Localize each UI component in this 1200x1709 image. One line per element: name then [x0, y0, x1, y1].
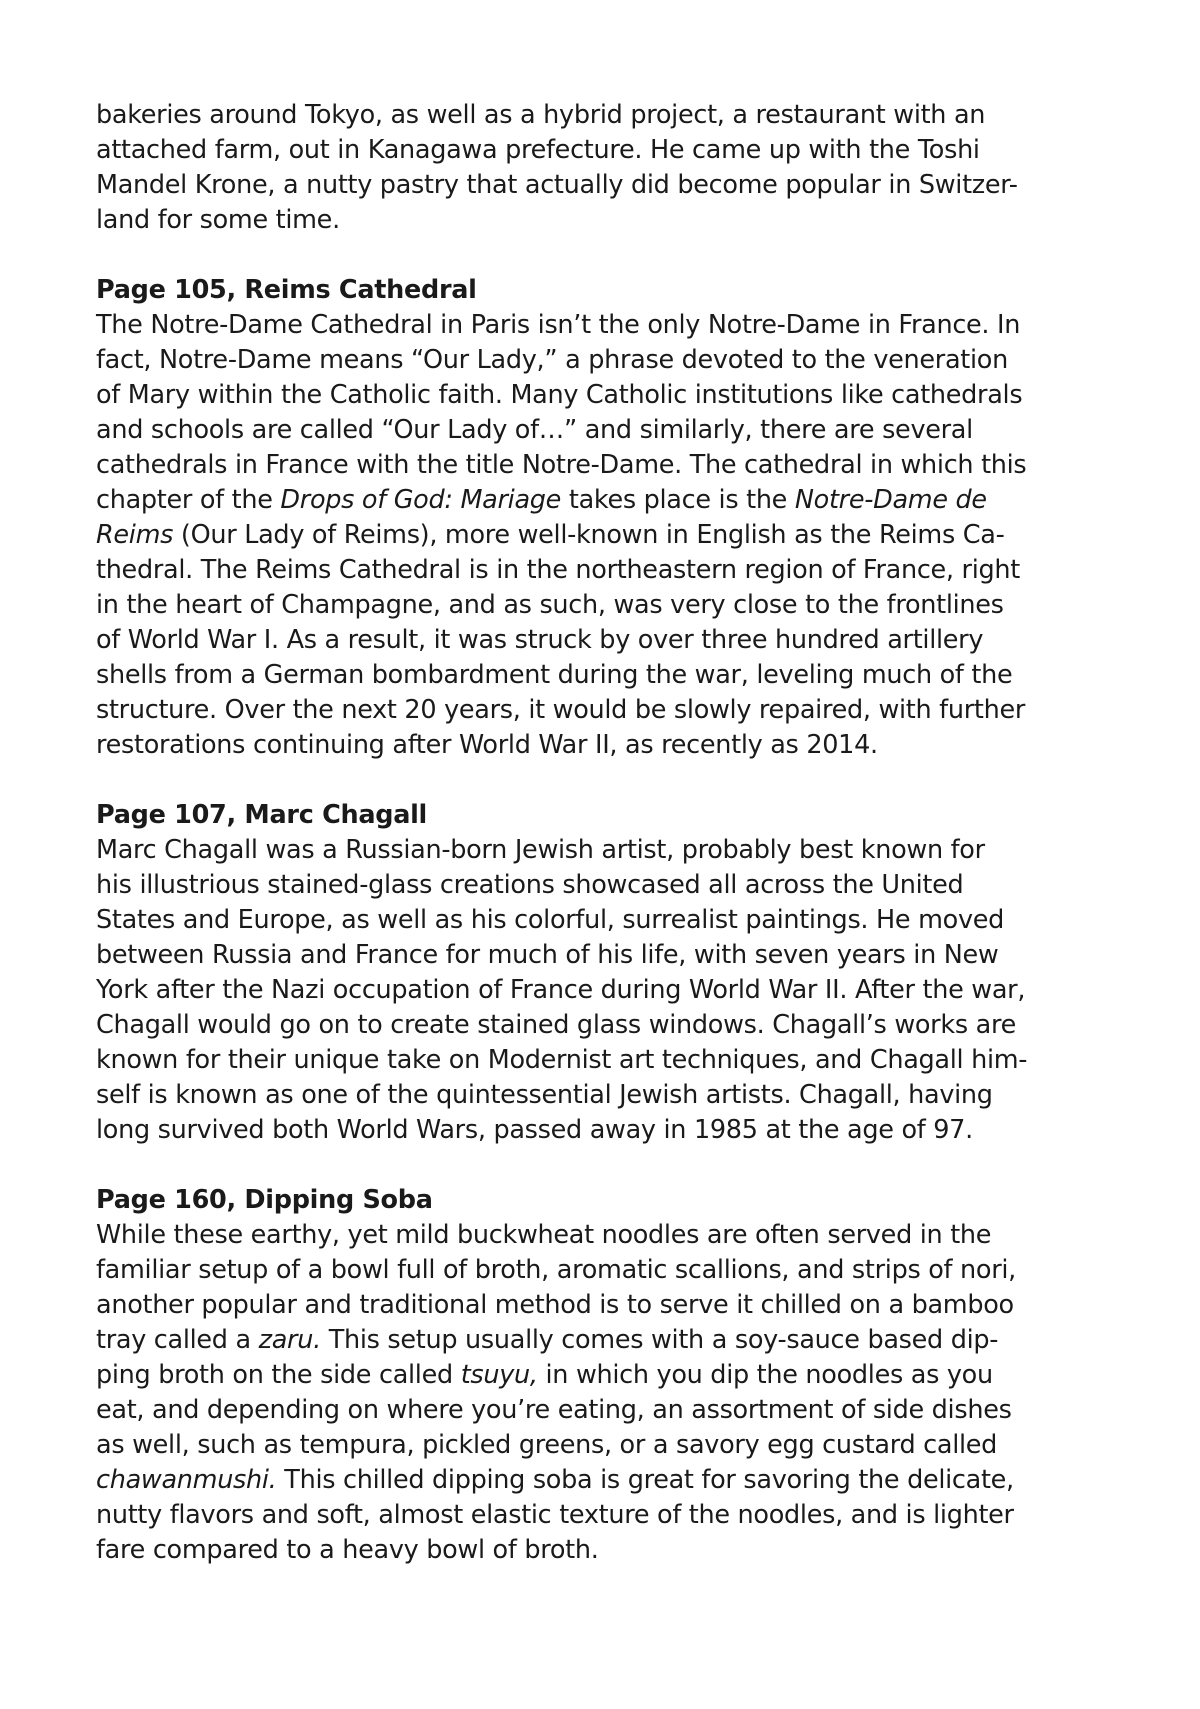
text-line: nutty flavors and soft, almost elastic texture of the noodles, and is lighter [96, 1500, 1014, 1530]
text-line: Chagall would go on to create stained glass windows. Chagall’s works are [96, 1010, 1016, 1040]
text-line: The Notre-Dame Cathedral in Paris isn’t the only Notre-Dame in France. In [96, 310, 1021, 340]
italic-term: chawanmushi. [96, 1465, 277, 1495]
text-line: between Russia and France for much of his life, with seven years in New [96, 940, 999, 970]
text-line: bakeries around Tokyo, as well as a hybrid project, a restaurant with an [96, 100, 986, 130]
text-line: another popular and traditional method is to serve it chilled on a bamboo [96, 1290, 1014, 1320]
text-line: cathedrals in France with the title Notre-Dame. The cathedral in which this [96, 450, 1027, 480]
text-line: ping broth on the side called tsuyu, in which you dip the noodles as you [96, 1360, 993, 1390]
text-line: and schools are called “Our Lady of…” and similarly, there are several [96, 415, 973, 445]
text-line: fact, Notre-Dame means “Our Lady,” a phrase devoted to the veneration [96, 345, 1008, 375]
text-line: restorations continuing after World War II, as recently as 2014. [96, 730, 878, 760]
text-line: his illustrious stained-glass creations showcased all across the United [96, 870, 964, 900]
italic-title: Drops of God: Mariage [280, 485, 562, 515]
text-line: shells from a German bombardment during the war, leveling much of the [96, 660, 1013, 690]
paragraph-gap [96, 763, 1106, 798]
text-line: Reims (Our Lady of Reims), more well-known in English as the Reims Ca- [96, 520, 1005, 550]
text-line: chawanmushi. This chilled dipping soba is great for savoring the delicate, [96, 1465, 1014, 1495]
italic-term: zaru. [258, 1325, 321, 1355]
text-line: of World War I. As a result, it was struck by over three hundred artillery [96, 625, 984, 655]
text-line: While these earthy, yet mild buckwheat noodles are often served in the [96, 1220, 992, 1250]
text-line: tray called a zaru. This setup usually comes with a soy-sauce based dip- [96, 1325, 999, 1355]
text-line: eat, and depending on where you’re eating, an assortment of side dishes [96, 1395, 1012, 1425]
text-line: Marc Chagall was a Russian-born Jewish artist, probably best known for [96, 835, 985, 865]
paragraph-gap [96, 1148, 1106, 1183]
paragraph-gap [96, 238, 1106, 273]
section-heading: Page 160, Dipping Soba [96, 1185, 433, 1215]
text-line: familiar setup of a bowl full of broth, aromatic scallions, and strips of nori, [96, 1255, 1016, 1285]
text-line: self is known as one of the quintessential Jewish artists. Chagall, having [96, 1080, 993, 1110]
text-line: attached farm, out in Kanagawa prefecture. He came up with the Toshi [96, 135, 980, 165]
text-line: York after the Nazi occupation of France during World War II. After the war, [96, 975, 1026, 1005]
text-line: as well, such as tempura, pickled greens, or a savory egg custard called [96, 1430, 998, 1460]
section-marc-chagall [96, 798, 1106, 1148]
text-line: thedral. The Reims Cathedral is in the northeastern region of France, right [96, 555, 1020, 585]
text-line: structure. Over the next 20 years, it would be slowly repaired, with further [96, 695, 1026, 725]
italic-title: Reims [96, 520, 174, 550]
section-heading: Page 105, Reims Cathedral [96, 275, 477, 305]
section-heading: Page 107, Marc Chagall [96, 800, 428, 830]
text-line: known for their unique take on Modernist art techniques, and Chagall him- [96, 1045, 1028, 1075]
text-line: chapter of the Drops of God: Mariage takes place is the Notre-Dame de [96, 485, 987, 515]
section-reims-cathedral [96, 273, 1106, 763]
text-line: in the heart of Champagne, and as such, was very close to the frontlines [96, 590, 1004, 620]
section-dipping-soba [96, 1183, 1106, 1568]
text-line: States and Europe, as well as his colorful, surrealist paintings. He moved [96, 905, 1005, 935]
text-line: land for some time. [96, 205, 340, 235]
italic-term: tsuyu, [460, 1360, 538, 1390]
text-line: of Mary within the Catholic faith. Many Catholic institutions like cathedrals [96, 380, 1023, 410]
text-line: fare compared to a heavy bowl of broth. [96, 1535, 599, 1565]
document-page [96, 98, 1106, 1568]
italic-title: Notre-Dame de [794, 485, 987, 515]
text-line: Mandel Krone, a nutty pastry that actually did become popular in Switzer- [96, 170, 1018, 200]
intro-paragraph [96, 98, 1106, 238]
text-line: long survived both World Wars, passed away in 1985 at the age of 97. [96, 1115, 973, 1145]
